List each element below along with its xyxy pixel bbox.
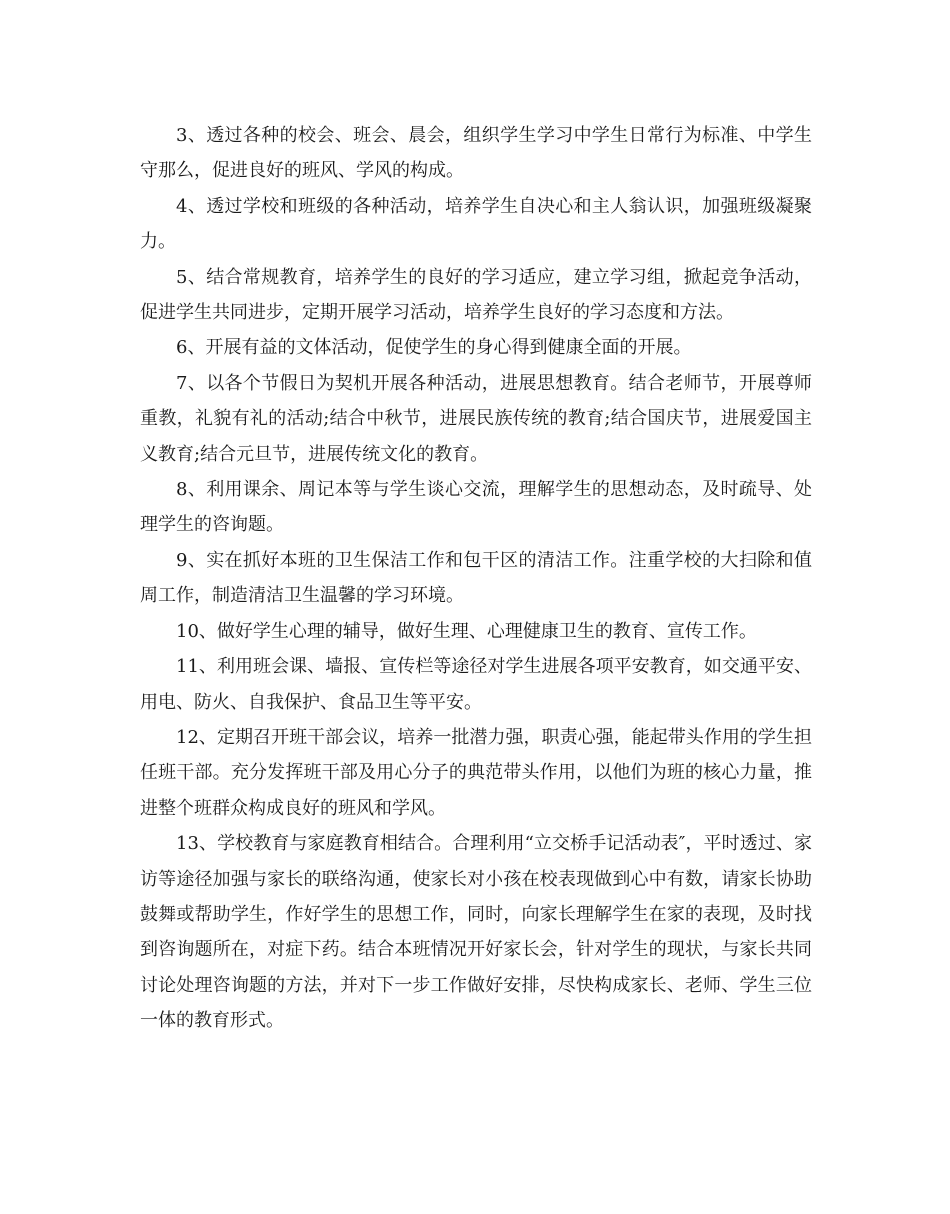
paragraph-item-8: 8、利用课余、周记本等与学生谈心交流，理解学生的思想动态，及时疏导、处理学生的咨询题。	[140, 479, 812, 536]
paragraph-item-13: 13、学校教育与家庭教育相结合。合理利用“立交桥手记活动表″，平时透过、家访等途径加强与家长的联络沟通，使家长对小孩在校表现做到心中有数，请家长协助鼓舞或帮助学生，作好学生的思想工作，同时，向家长理解学生在家的表现，及时找到咨询题所在，对症下药。结合本班情况开好家长会，针对学生的现状，与家长共同讨论处理咨询题的方法，并对下一步工作做好安排，尽快构成家长、老师、学生三位一体的教育形式。	[140, 833, 812, 1032]
paragraph-item-3: 3、透过各种的校会、班会、晨会，组织学生学习中学生日常行为标准、中学生守那么，促进良好的班风、学风的构成。	[140, 125, 812, 182]
paragraph-item-12: 12、定期召开班干部会议，培养一批潜力强，职责心强，能起带头作用的学生担任班干部。充分发挥班干部及用心分子的典范带头作用，以他们为班的核心力量，推进整个班群众构成良好的班风和学风。	[140, 726, 812, 819]
paragraph-item-6: 6、开展有益的文体活动，促使学生的身心得到健康全面的开展。	[176, 337, 692, 359]
paragraph-item-10: 10、做好学生心理的辅导，做好生理、心理健康卫生的教育、宣传工作。	[176, 620, 757, 642]
paragraph-item-4: 4、透过学校和班级的各种活动，培养学生自决心和主人翁认识，加强班级凝聚力。	[140, 195, 812, 253]
paragraph-item-11: 11、利用班会课、墙报、宣传栏等途径对学生进展各项平安教育，如交通平安、用电、防火、自我保护、食品卫生等平安。	[140, 656, 812, 713]
paragraph-item-5: 5、结合常规教育，培养学生的良好的学习适应，建立学习组，掀起竞争活动，促进学生共同进步，定期开展学习活动，培养学生良好的学习态度和方法。	[140, 266, 812, 324]
paragraph-item-7: 7、以各个节假日为契机开展各种活动，进展思想教育。结合老师节，开展尊师重教，礼貌有礼的活动;结合中秋节，进展民族传统的教育;结合国庆节，进展爱国主义教育;结合元旦节，进展传统文化的教育。	[140, 372, 812, 465]
document-body	[140, 118, 812, 1039]
paragraph-item-9: 9、实在抓好本班的卫生保洁工作和包干区的清洁工作。注重学校的大扫除和值周工作，制造清洁卫生温馨的学习环境。	[140, 549, 812, 607]
